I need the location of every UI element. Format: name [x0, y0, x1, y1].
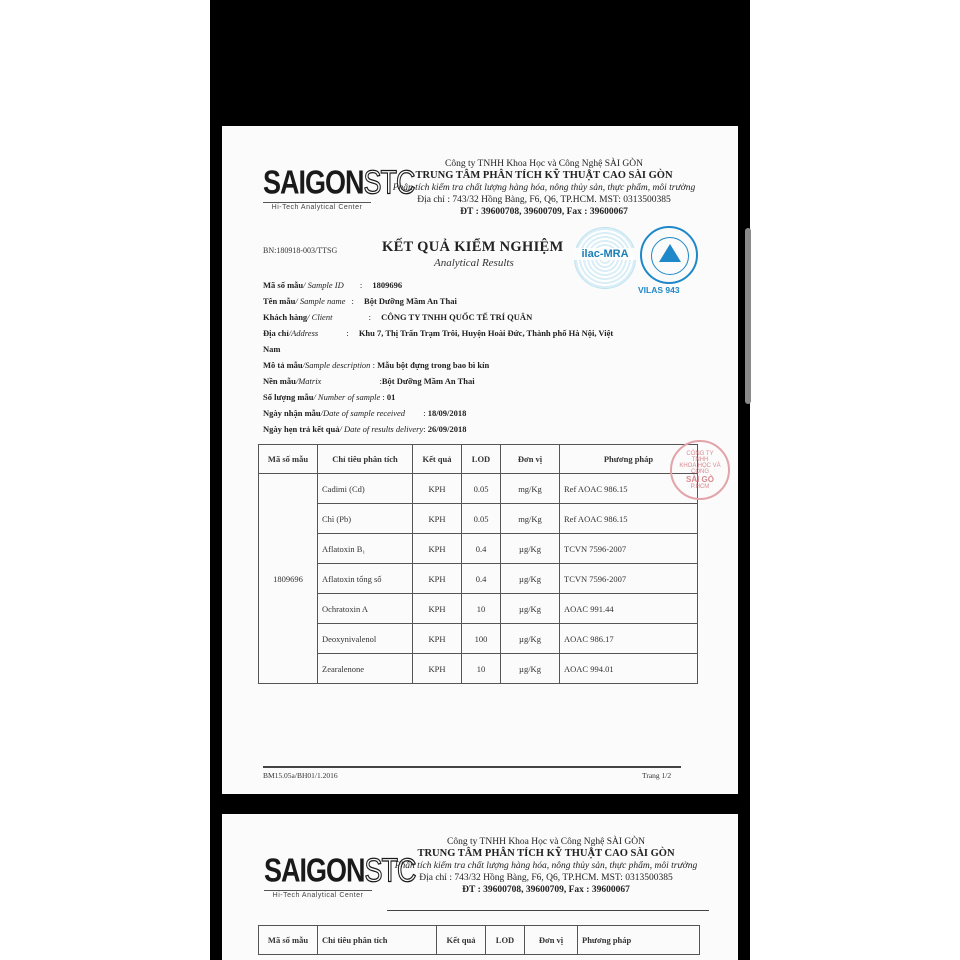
method-cell: Ref AOAC 986.15	[560, 504, 698, 534]
header-divider	[387, 910, 709, 911]
company-name: Công ty TNHH Khoa Học và Công Nghệ SÀI GÒN	[447, 837, 645, 847]
info-client: Khách hàng/ Client : CÔNG TY TNHH QUỐC TẾ TRÍ QUÂN	[263, 312, 533, 322]
method-cell: AOAC 986.17	[560, 624, 698, 654]
info-matrix: Nền mẫu/Matrix :Bột Dưỡng Mầm An Thai	[263, 376, 475, 386]
lod-cell: 0.05	[462, 504, 501, 534]
lod-cell: 0.4	[462, 534, 501, 564]
parameter-cell: Aflatoxin B₁	[318, 534, 413, 564]
col-method: Phương pháp	[578, 926, 700, 955]
info-description: Mô tả mẫu/Sample description : Mẫu bột đựng trong bao bì kín	[263, 360, 490, 370]
col-lod: LOD	[462, 445, 501, 474]
col-method: Phương pháp	[560, 445, 698, 474]
document-page-2	[222, 814, 738, 960]
report-subtitle: Analytical Results	[434, 257, 514, 269]
report-title: KẾT QUẢ KIỂM NGHIỆM	[382, 239, 564, 255]
table-row	[259, 504, 698, 534]
info-delivery: Ngày hẹn trả kết quả/ Date of results delivery: 26/09/2018	[263, 424, 467, 434]
company-logo: SAIGONSTC Hi-Tech Analytical Center	[263, 163, 415, 211]
report-number: BN:180918-003/TTSG	[263, 246, 338, 255]
method-cell: AOAC 994.01	[560, 654, 698, 684]
footer-divider	[263, 766, 681, 768]
result-cell: KPH	[413, 564, 462, 594]
method-cell: TCVN 7596-2007	[560, 564, 698, 594]
parameter-cell: Ochratoxin A	[318, 594, 413, 624]
lod-cell: 10	[462, 654, 501, 684]
unit-cell: µg/Kg	[501, 564, 560, 594]
unit-cell: µg/Kg	[501, 534, 560, 564]
document-page-1	[222, 126, 738, 794]
parameter-cell: Cadimi (Cd)	[318, 474, 413, 504]
results-table	[258, 444, 698, 684]
lod-cell: 0.4	[462, 564, 501, 594]
result-cell: KPH	[413, 654, 462, 684]
col-sample-code: Mã số mẫu	[259, 445, 318, 474]
accreditation-seal-icon	[640, 226, 698, 284]
col-parameter: Chỉ tiêu phân tích	[318, 926, 437, 955]
unit-cell: mg/Kg	[501, 504, 560, 534]
table-header-row	[259, 926, 700, 955]
footer-form-code: BM15.05a/BH01/1.2016	[263, 771, 338, 780]
table-row	[259, 594, 698, 624]
table-row	[259, 534, 698, 564]
center-name: TRUNG TÂM PHÂN TÍCH KỸ THUẬT CAO SÀI GÒN	[415, 170, 673, 181]
company-address: Địa chỉ : 743/32 Hồng Bàng, F6, Q6, TP.HCM. MST: 0313500385	[419, 873, 673, 883]
company-header	[372, 158, 716, 218]
col-unit: Đơn vị	[525, 926, 578, 955]
parameter-cell: Deoxynivalenol	[318, 624, 413, 654]
info-address: Địa chỉ/Address : Khu 7, Thị Trấn Trạm Trôi, Huyện Hoài Đức, Thành phố Hà Nội, Việt	[263, 328, 614, 338]
parameter-cell: Chì (Pb)	[318, 504, 413, 534]
info-received: Ngày nhận mẫu/Date of sample received : 18/09/2018	[263, 408, 467, 418]
company-stamp: CÔNG TY TNHH KHOA HỌC VÀ CÔNG SÀI GÒ P.HCM	[670, 440, 730, 500]
lod-cell: 10	[462, 594, 501, 624]
company-phone: ĐT : 39600708, 39600709, Fax : 39600067	[462, 885, 630, 895]
col-lod: LOD	[486, 926, 525, 955]
unit-cell: µg/Kg	[501, 594, 560, 624]
vilas-label: VILAS 943	[638, 285, 680, 295]
table-row	[259, 564, 698, 594]
center-name: TRUNG TÂM PHÂN TÍCH KỸ THUẬT CAO SÀI GÒN	[417, 848, 675, 859]
info-number: Số lượng mẫu/ Number of sample : 01	[263, 392, 396, 402]
unit-cell: mg/Kg	[501, 474, 560, 504]
result-cell: KPH	[413, 504, 462, 534]
company-logo: SAIGONSTC Hi-Tech Analytical Center	[264, 851, 416, 899]
company-header	[374, 836, 718, 896]
table-row	[259, 654, 698, 684]
parameter-cell: Zearalenone	[318, 654, 413, 684]
method-cell: AOAC 991.44	[560, 594, 698, 624]
col-result: Kết quả	[437, 926, 486, 955]
col-sample-code: Mã số mẫu	[259, 926, 318, 955]
parameter-cell: Aflatoxin tổng số	[318, 564, 413, 594]
table-row	[259, 624, 698, 654]
unit-cell: µg/Kg	[501, 654, 560, 684]
col-parameter: Chỉ tiêu phân tích	[318, 445, 413, 474]
sample-code-cell: 1809696	[259, 474, 318, 684]
lod-cell: 0.05	[462, 474, 501, 504]
table-header-row	[259, 445, 698, 474]
info-sample-name: Tên mẫu/ Sample name : Bột Dưỡng Mầm An Thai	[263, 296, 457, 306]
col-unit: Đơn vị	[501, 445, 560, 474]
results-table	[258, 925, 700, 955]
company-activity: Phân tích kiểm tra chất lượng hàng hóa, nông thủy sản, thực phẩm, môi trường	[394, 861, 698, 871]
ilac-mra-logo: ilac-MRA	[574, 227, 636, 289]
company-name: Công ty TNHH Khoa Học và Công Nghệ SÀI GÒN	[445, 159, 643, 169]
col-result: Kết quả	[413, 445, 462, 474]
company-phone: ĐT : 39600708, 39600709, Fax : 39600067	[460, 207, 628, 217]
result-cell: KPH	[413, 624, 462, 654]
result-cell: KPH	[413, 474, 462, 504]
company-address: Địa chỉ : 743/32 Hồng Bàng, F6, Q6, TP.HCM. MST: 0313500385	[417, 195, 671, 205]
result-cell: KPH	[413, 534, 462, 564]
method-cell: Ref AOAC 986.15	[560, 474, 698, 504]
info-address-cont: Nam	[263, 344, 281, 354]
company-activity: Phân tích kiểm tra chất lượng hàng hóa, nông thủy sản, thực phẩm, môi trường	[392, 183, 696, 193]
scrollbar-thumb[interactable]	[745, 228, 751, 404]
lod-cell: 100	[462, 624, 501, 654]
method-cell: TCVN 7596-2007	[560, 534, 698, 564]
unit-cell: µg/Kg	[501, 624, 560, 654]
footer-page-number: Trang 1/2	[642, 771, 672, 780]
table-row	[259, 474, 698, 504]
result-cell: KPH	[413, 594, 462, 624]
info-sample-id: Mã số mẫu/ Sample ID : 1809696	[263, 280, 403, 290]
